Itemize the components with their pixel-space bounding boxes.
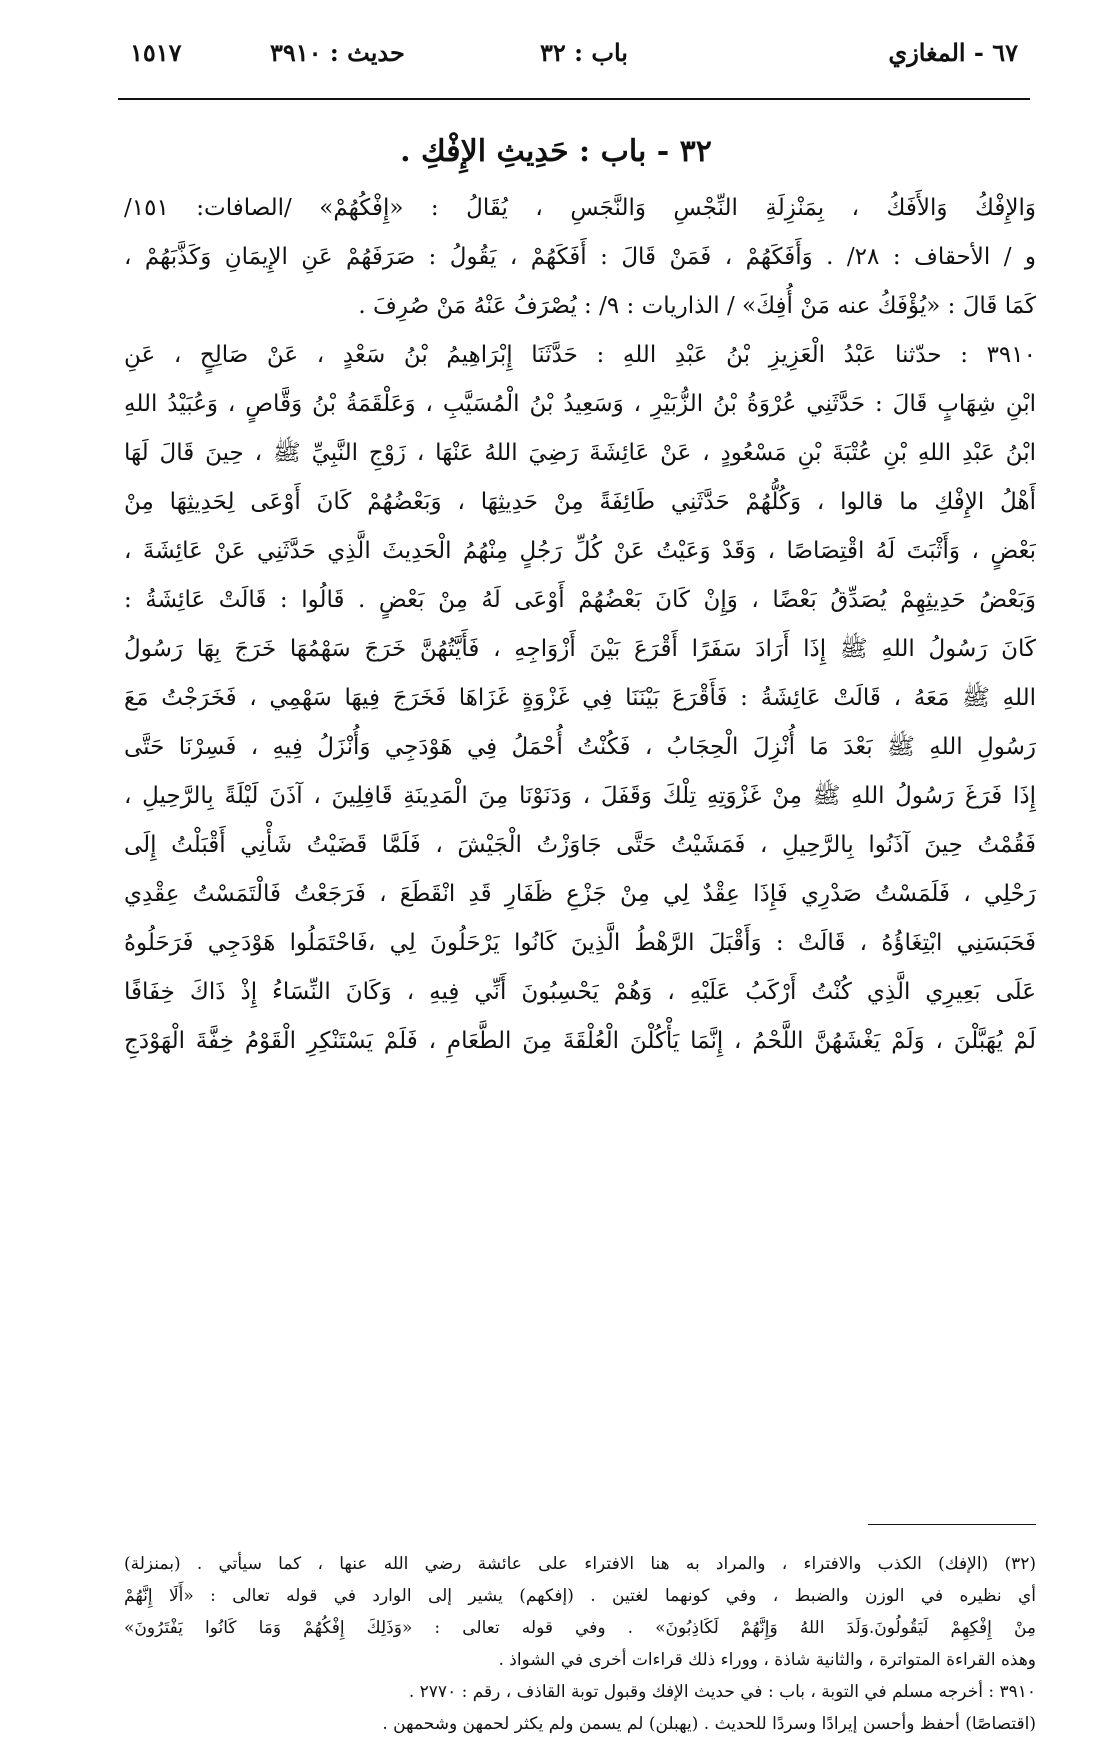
footnote-line: ٣٩١٠ : أخرجه مسلم في التوبة ، باب : في حديث الإفك وقبول توبة القاذف ، رقم : ٢٧٧٠ . — [408, 1682, 1036, 1702]
text-line: بَعْضٍ ، وَأَثْبَتَ لَهُ اقْتِصَاصًا ، وَقَدْ وَعَيْتُ عَنْ كُلِّ رَجُلٍ مِنْهُمُ الْحَدِيثَ الَّذِي حَدَّثَنِي عَنْ عَائِشَةَ ، — [124, 538, 1036, 564]
footnote-line: مِنْ إِفْكِهِمْ لَيَقُولُونَ.وَلَدَ اللهُ وَإِنَّهُمْ لَكَاذِبُونَ» . وفي قوله تعالى : «وَذَلِكَ إِفْكُهُمْ وَمَا كَانُوا يَفْتَرُونَ» — [124, 1618, 1036, 1638]
footnote-line: (٣٢) (الإفك) الكذب والافتراء ، والمراد به هنا الافتراء على عائشة رضي الله عنها ، كما سيأتي . (بمنزلة) — [124, 1554, 1036, 1574]
footnote-rule — [868, 1524, 1036, 1525]
hadith-reference: حديث : ٣٩١٠ — [270, 38, 405, 67]
chapter-reference: ٦٧ - المغازي — [888, 38, 1018, 67]
bab-reference: باب : ٣٢ — [540, 38, 628, 67]
footnotes — [124, 1548, 1036, 1740]
text-line: فَقُمْتُ حِينَ آذَنُوا بِالرَّحِيلِ ، فَمَشَيْتُ حَتَّى جَاوَزْتُ الْجَيْشَ ، فَلَمَّا قَضَيْتُ شَأْنِي أَقْبَلْتُ إِلَى — [124, 832, 1036, 858]
text-line: كَانَ رَسُولُ اللهِ ﷺ إِذَا أَرَادَ سَفَرًا أَقْرَعَ بَيْنَ أَزْوَاجِهِ ، فَأَيَّتُهُنَّ خَرَجَ سَهْمُهَا خَرَجَ بِهَا رَسُولُ — [124, 636, 1036, 662]
chapter-heading: ٣٢ - باب : حَدِيثِ الإِفْكِ . — [400, 134, 712, 169]
text-line: فَحَبَسَنِي ابْتِغَاؤُهُ ، قَالَتْ : وَأَقْبَلَ الرَّهْطُ الَّذِينَ كَانُوا يَرْحَلُونَ لِي ،فَاحْتَمَلُوا هَوْدَجِي فَرَحَلُوهُ — [124, 930, 1036, 956]
text-line: وَبَعْضُ حَدِيثِهِمْ يُصَدِّقُ بَعْضًا ، وَإِنْ كَانَ بَعْضُهُمْ أَوْعَى لَهُ مِنْ بَعْضٍ . قَالُوا : قَالَتْ عَائِشَةُ : — [124, 587, 1036, 613]
text-line: و / الأحقاف : ٢٨/ . وَأَفَكَهُمْ ، فَمَنْ قَالَ : أَفَكَهُمْ ، يَقُولُ : صَرَفَهُمْ عَنِ الإِيمَانِ وَكَذَّبَهُمْ ، — [124, 244, 1036, 270]
text-line: رَسُولِ اللهِ ﷺ بَعْدَ مَا أُنْزِلَ الْحِجَابُ ، فَكُنْتُ أُحْمَلُ فِي هَوْدَجِي وَأُنْزَلُ فِيهِ ، فَسِرْنَا حَتَّى — [124, 734, 1036, 760]
text-line: رَحْلِي ، فَلَمَسْتُ صَدْرِي فَإِذَا عِقْدٌ لِي مِنْ جَزْعِ ظَفَارِ قَدِ انْقَطَعَ ، فَرَجَعْتُ فَالْتَمَسْتُ عِقْدِي — [124, 881, 1036, 907]
text-line: عَلَى بَعِيرِي الَّذِي كُنْتُ أَرْكَبُ عَلَيْهِ ، وَهُمْ يَحْسِبُونَ أَنِّي فِيهِ ، وَكَانَ النِّسَاءُ إِذْ ذَاكَ خِفَافًا — [124, 979, 1036, 1005]
footnote-line: (اقتصاصًا) أحفظ وأحسن إيرادًا وسردًا للحديث . (يهبلن) لم يسمن ولم يكثر لحمهن وشحمهن . — [382, 1714, 1036, 1734]
running-header — [120, 38, 1040, 88]
text-line: أَهْلُ الإِفْكِ ما قالوا ، وَكُلُّهُمْ حَدَّثَنِي طَائِفَةً مِنْ حَدِيثِهَا ، وَبَعْضُهُمْ كَانَ أَوْعَى لِحَدِيثِهَا مِنْ — [124, 489, 1036, 515]
hadith-3910-opening-line: ٣٩١٠ : حدّثنا عَبْدُ الْعَزِيزِ بْنُ عَبْدِ اللهِ : حَدَّثَنَا إِبْرَاهِيمُ بْنُ سَعْدٍ ، عَنْ صَالِحٍ ، عَنِ — [124, 342, 1036, 368]
text-line: ابْنِ شِهَابٍ قَالَ : حَدَّثَنِي عُرْوَةُ بْنُ الزُّبَيْرِ ، وَسَعِيدُ بْنُ الْمُسَيَّبِ ، وَعَلْقَمَةُ بْنُ وَقَّاصٍ ، وَعُبَيْدُ اللهِ — [124, 391, 1036, 417]
text-line: كَمَا قَالَ : «يُؤْفَكُ عنه مَنْ أُفِكَ» / الذاريات : ٩/ : يُصْرَفُ عَنْهُ مَنْ صُرِفَ . — [358, 293, 1036, 319]
main-text — [124, 184, 1036, 1066]
text-line: ابْنُ عَبْدِ اللهِ بْنِ عُتْبَةَ بْنِ مَسْعُودٍ ، عَنْ عَائِشَةَ رَضِيَ اللهُ عَنْهَا ، زَوْجِ النَّبِيِّ ﷺ ، حِينَ قَالَ لَهَا — [124, 440, 1036, 466]
header-rule — [118, 98, 1030, 100]
footnote-line: أي نظيره في الوزن والضبط ، وفي كونهما لغتين . (إفكهم) يشير إلى الوارد في قوله تعالى : «أَلَا إِنَّهُمْ — [124, 1586, 1036, 1606]
text-line: لَمْ يُهَبَّلْنَ ، وَلَمْ يَغْشَهُنَّ اللَّحْمُ ، إِنَّمَا يَأْكُلْنَ الْعُلْقَةَ مِنَ الطَّعَامِ ، فَلَمْ يَسْتَنْكِرِ الْقَوْمُ خِفَّةَ الْهَوْدَجِ — [124, 1028, 1036, 1054]
footnote-line: وهذه القراءة المتواترة ، والثانية شاذة ، ووراء ذلك قراءات أخرى في الشواذ . — [498, 1650, 1036, 1670]
text-line: إِذَا فَرَغَ رَسُولُ اللهِ ﷺ مِنْ غَزْوَتِهِ تِلْكَ وَقَفَلَ ، وَدَنَوْنَا مِنَ الْمَدِينَةِ قَافِلِينَ ، آذَنَ لَيْلَةً بِالرَّحِيلِ ، — [124, 783, 1036, 809]
text-line: وَالإِفْكُ وَالأَفَكُ ، بِمَنْزِلَةِ النِّجْسِ وَالنَّجَسِ ، يُقَالُ : «إِفْكُهُمْ» /الصافات: ١٥١/ — [124, 195, 1036, 221]
page-number: ١٥١٧ — [130, 38, 182, 67]
text-line: اللهِ ﷺ مَعَهُ ، قَالَتْ عَائِشَةُ : فَأَقْرَعَ بَيْنَنَا فِي غَزْوَةٍ غَزَاهَا فَخَرَجَ فِيهَا سَهْمِي ، فَخَرَجْتُ مَعَ — [124, 685, 1036, 711]
